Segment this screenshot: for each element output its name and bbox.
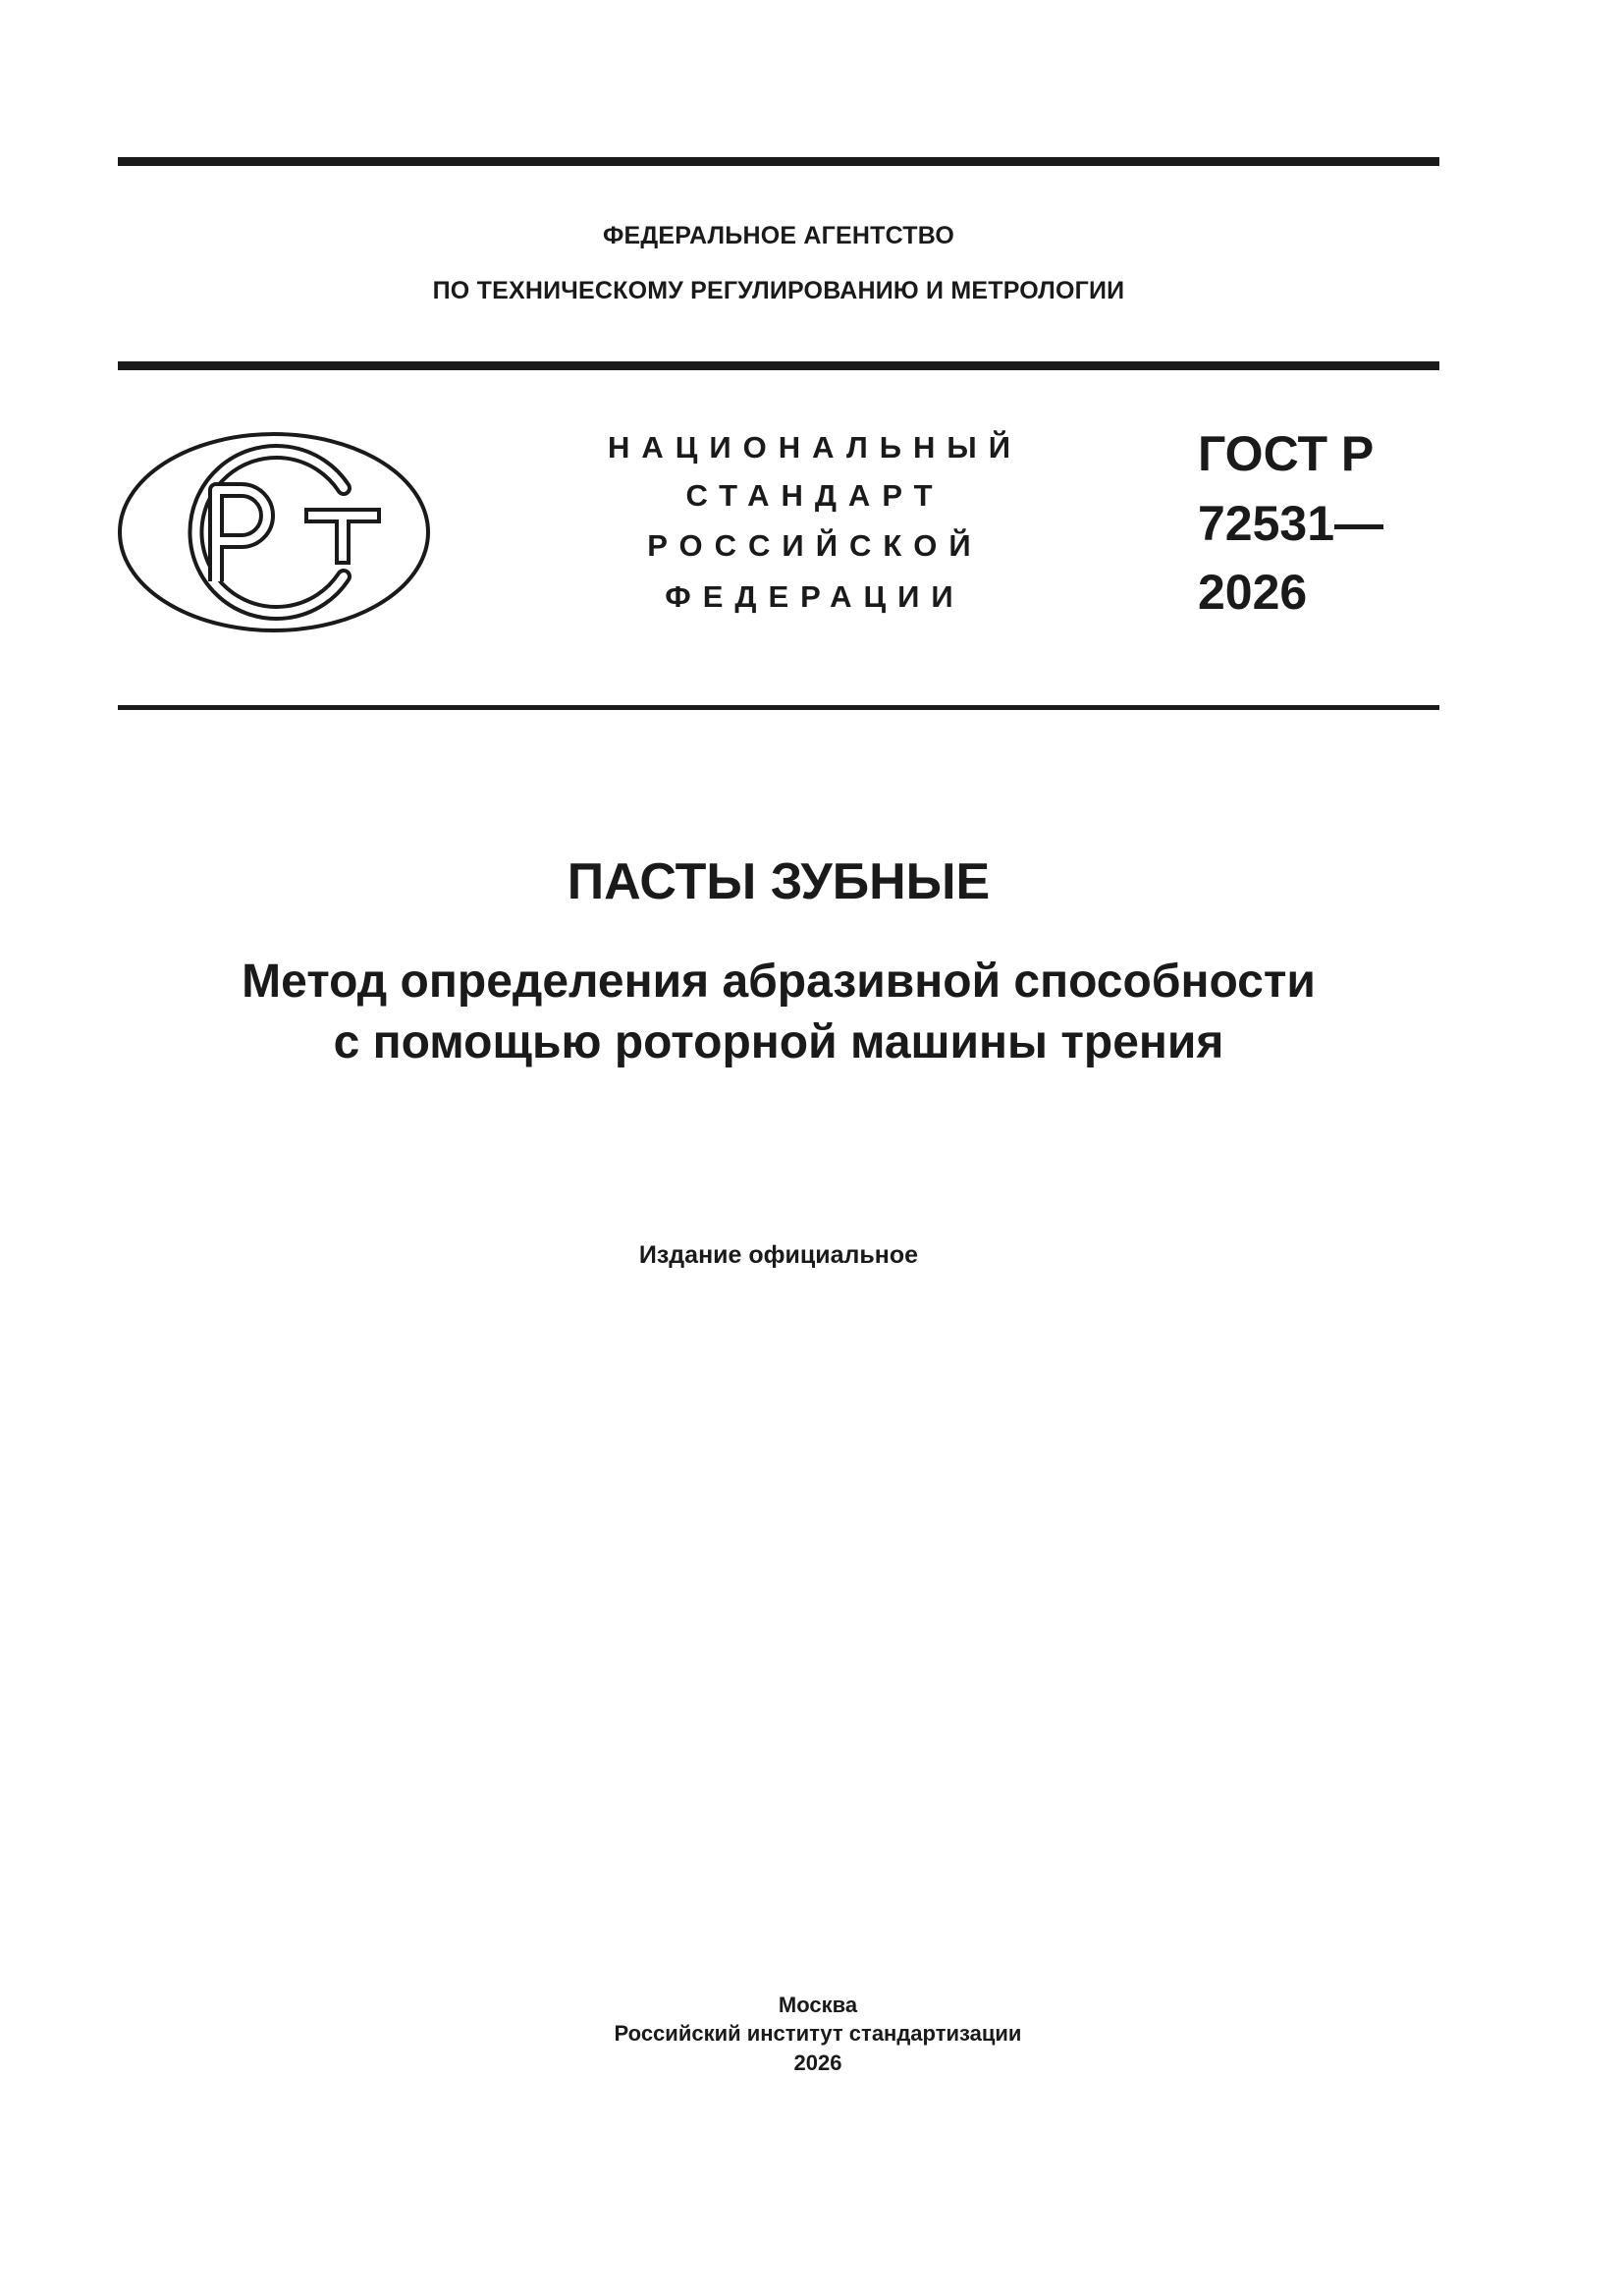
header-bottom-rule — [118, 705, 1439, 710]
edition-label: Издание официальное — [638, 1241, 919, 1269]
standard-type-line-2: СТАНДАРТ — [685, 478, 945, 513]
standard-type-line-4: ФЕДЕРАЦИИ — [665, 579, 965, 614]
agency-line-1: ФЕДЕРАЛЬНОЕ АГЕНТСТВО — [603, 222, 954, 249]
top-rule — [118, 157, 1439, 166]
standard-type-line-3: РОССИЙСКОЙ — [647, 528, 983, 563]
agency-bottom-rule — [118, 361, 1439, 370]
agency-line-2: ПО ТЕХНИЧЕСКОМУ РЕГУЛИРОВАНИЮ И МЕТРОЛОГИИ — [432, 277, 1125, 304]
publisher-year: 2026 — [793, 2050, 842, 2075]
document-subtitle-line-2: с помощью роторной машины трения — [333, 1016, 1224, 1068]
document-title: ПАСТЫ ЗУБНЫЕ — [567, 853, 991, 910]
designation-line-2: 72531— — [1198, 496, 1384, 551]
standard-type-line-1: НАЦИОНАЛЬНЫЙ — [607, 430, 1023, 465]
publisher-city: Москва — [778, 1993, 858, 2017]
rst-logo-icon — [116, 429, 432, 635]
designation-line-1: ГОСТ Р — [1198, 426, 1375, 481]
designation-line-3: 2026 — [1198, 565, 1308, 620]
document-subtitle-line-1: Метод определения абразивной способности — [242, 956, 1316, 1008]
publisher-organization: Российский институт стандартизации — [614, 2021, 1022, 2046]
